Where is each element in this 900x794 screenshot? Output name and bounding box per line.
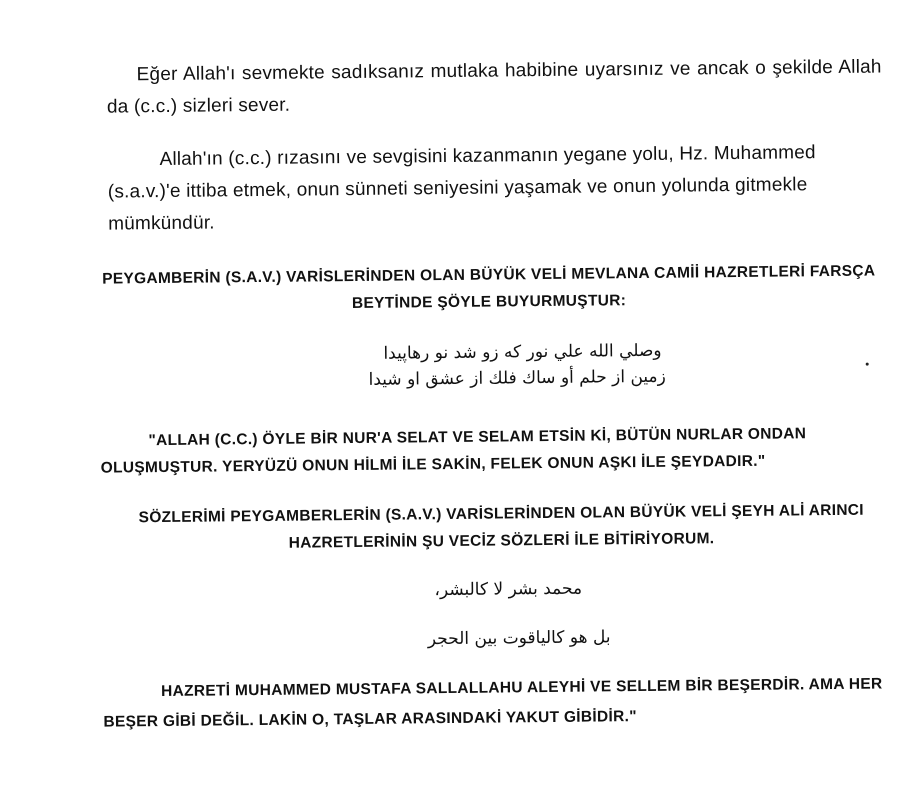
arabic-saying-line-2: بل هو كالياقوت بين الحجر bbox=[427, 627, 611, 650]
saying-translation-quote: HAZRETİ MUHAMMED MUSTAFA SALLALLAHU ALEYHİ VE SELLEM BİR BEŞERDİR. AMA HER BEŞER GİBİ DEĞİL. LAKİN O, TAŞLAR ARASINDAKİ YAKUT GİBİDİR." bbox=[103, 675, 883, 731]
paragraph-love-of-allah: Eğer Allah'ı sevmekte sadıksanız mutlaka habibine uyarsınız ve ancak o şekilde Allah da (c.c.) sizleri sever. bbox=[106, 56, 882, 118]
heading-mevlana: PEYGAMBERİN (S.A.V.) VARİSLERİNDEN OLAN BÜYÜK VELİ MEVLANA CAMİİ HAZRETLERİ FARSÇA BEYTİNDE ŞÖYLE BUYURMUŞTUR: bbox=[102, 262, 876, 313]
verse-translation-quote: "ALLAH (C.C.) ÖYLE BİR NUR'A SELAT VE SELAM ETSİN Kİ, BÜTÜN NURLAR ONDAN OLUŞMUŞTUR. YERYÜZÜ ONUN HİLMİ İLE SAKİN, FELEK ONUN AŞKI İLE ŞEYDADIR." bbox=[100, 425, 807, 477]
heading-seyh-ali-arinci: SÖZLERİMİ PEYGAMBERLERİN (S.A.V.) VARİSLERİNDEN OLAN BÜYÜK VELİ ŞEYH ALİ ARINCI HAZRETLERİNİN ŞU VECİZ SÖZLERİ İLE BİTİRİYORUM. bbox=[138, 501, 864, 552]
speck-mark bbox=[866, 363, 869, 366]
paragraph-sunnah: Allah'ın (c.c.) rızasını ve sevgisini kazanmanın yegane yolu, Hz. Muhammed (s.a.v.)'e ittiba etmek, onun sünneti seniyesini yaşamak ve onun yolunda gitmekle mümkündür. bbox=[107, 142, 816, 235]
arabic-saying-line-1: محمد بشر لا كالبشر، bbox=[434, 578, 583, 601]
persian-verse-line-2: زمين از حلم أو ساك فلك از عشق او شيدا bbox=[368, 366, 666, 390]
persian-verse-line-1: وصلي الله علي نور كه زو شد نو رهاپيدا bbox=[383, 340, 662, 364]
